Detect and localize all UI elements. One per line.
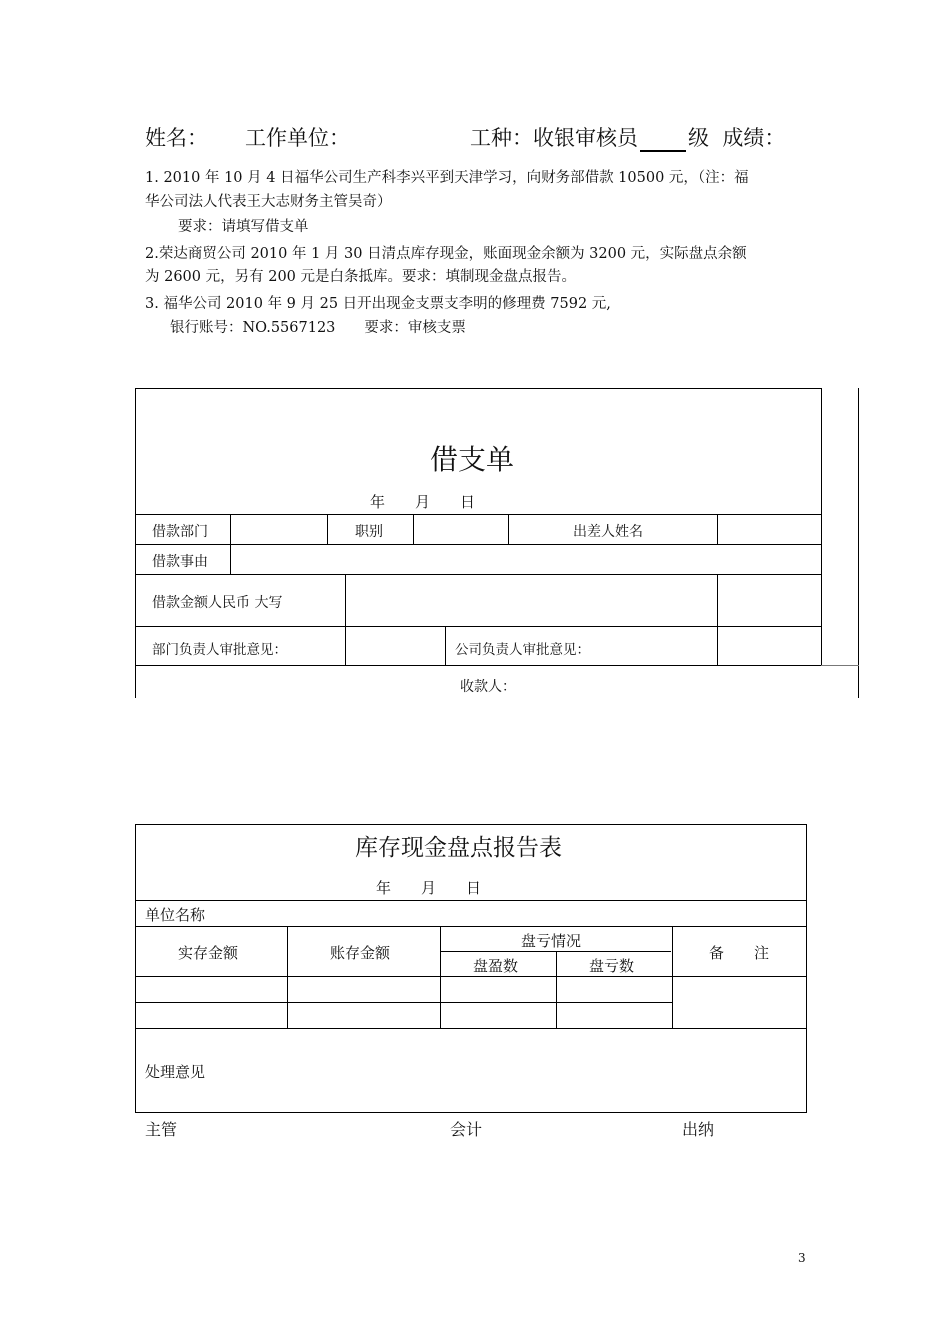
loan-form-date: 年 月 日 [370,493,476,511]
loan-position-label: 职别 [355,524,383,540]
deficit-cell-1[interactable] [557,977,671,1001]
loan-traveler-label: 出差人姓名 [573,524,643,540]
score-label: 成绩： [722,126,786,150]
handling-opinion-label: 处理意见 [145,1063,206,1081]
deficit-header: 盘亏数 [589,957,635,975]
remarks-header: 备 注 [709,944,770,962]
page-number: 3 [798,1251,806,1265]
unit-name-label: 单位名称 [145,906,206,924]
supervisor-label: 主管 [145,1120,178,1139]
loan-amount-figure-field[interactable] [718,575,820,625]
loan-form-title: 借支单 [430,443,515,476]
loan-position-field[interactable] [414,515,507,543]
job-type-text: 工种：收银审核员 [470,126,638,150]
surplus-cell-2[interactable] [441,1003,555,1027]
book-amount-cell-2[interactable] [288,1003,439,1027]
surplus-cell-1[interactable] [441,977,555,1001]
dept-approval-field[interactable] [346,627,444,664]
question-1-requirement: 要求：请填写借支单 [178,219,309,235]
cashier-label: 出纳 [682,1120,715,1139]
actual-amount-cell-2[interactable] [136,1003,286,1027]
work-unit-label: 工作单位： [245,126,350,150]
cash-report-title: 库存现金盘点报告表 [355,835,562,861]
name-label: 姓名： [145,126,208,150]
loan-amount-label: 借款金额人民币 大写 [152,595,283,611]
loan-reason-label: 借款事由 [152,554,208,570]
accountant-label: 会计 [450,1120,483,1139]
payee-label: 收款人： [460,679,516,695]
loan-dept-label: 借款部门 [152,524,208,540]
company-approval-label: 公司负责人审批意见： [455,642,590,658]
level-blank[interactable] [640,130,686,152]
actual-amount-header: 实存金额 [178,944,239,962]
surplus-header: 盘盈数 [473,957,519,975]
question-1-line-2: 华公司法人代表王大志财务主管吴奇） [145,194,392,210]
loan-dept-field[interactable] [231,515,326,543]
loan-reason-field[interactable] [231,545,820,573]
question-2-line-1: 2.荣达商贸公司 2010 年 1 月 30 日清点库存现金，账面现金余额为 3200 元，实际盘点余额 [145,246,747,262]
question-2-line-2: 为 2600 元，另有 200 元是白条抵库。要求：填制现金盘点报告。 [145,269,577,285]
book-amount-header: 账存金额 [330,944,391,962]
company-approval-field[interactable] [718,627,820,664]
question-3-line-2: 银行账号：NO.5567123 要求：审核支票 [170,320,466,336]
book-amount-cell-1[interactable] [288,977,439,1001]
deficit-cell-2[interactable] [557,1003,671,1027]
question-1-line-1: 1. 2010 年 10 月 4 日福华公司生产科李兴平到天津学习，向财务部借款 10500 元，（注：福 [145,170,749,186]
surplus-deficit-header: 盘亏情况 [521,932,582,950]
remarks-cell[interactable] [673,977,805,1027]
actual-amount-cell-1[interactable] [136,977,286,1001]
level-label: 级 [688,126,709,150]
job-type-label [470,122,785,152]
loan-amount-words-field[interactable] [346,575,716,625]
loan-traveler-field[interactable] [718,515,820,543]
cash-report-date: 年 月 日 [376,879,482,897]
dept-approval-label: 部门负责人审批意见： [152,642,287,658]
question-3-line-1: 3. 福华公司 2010 年 9 月 25 日开出现金支票支李明的修理费 7592 元, [145,296,611,312]
